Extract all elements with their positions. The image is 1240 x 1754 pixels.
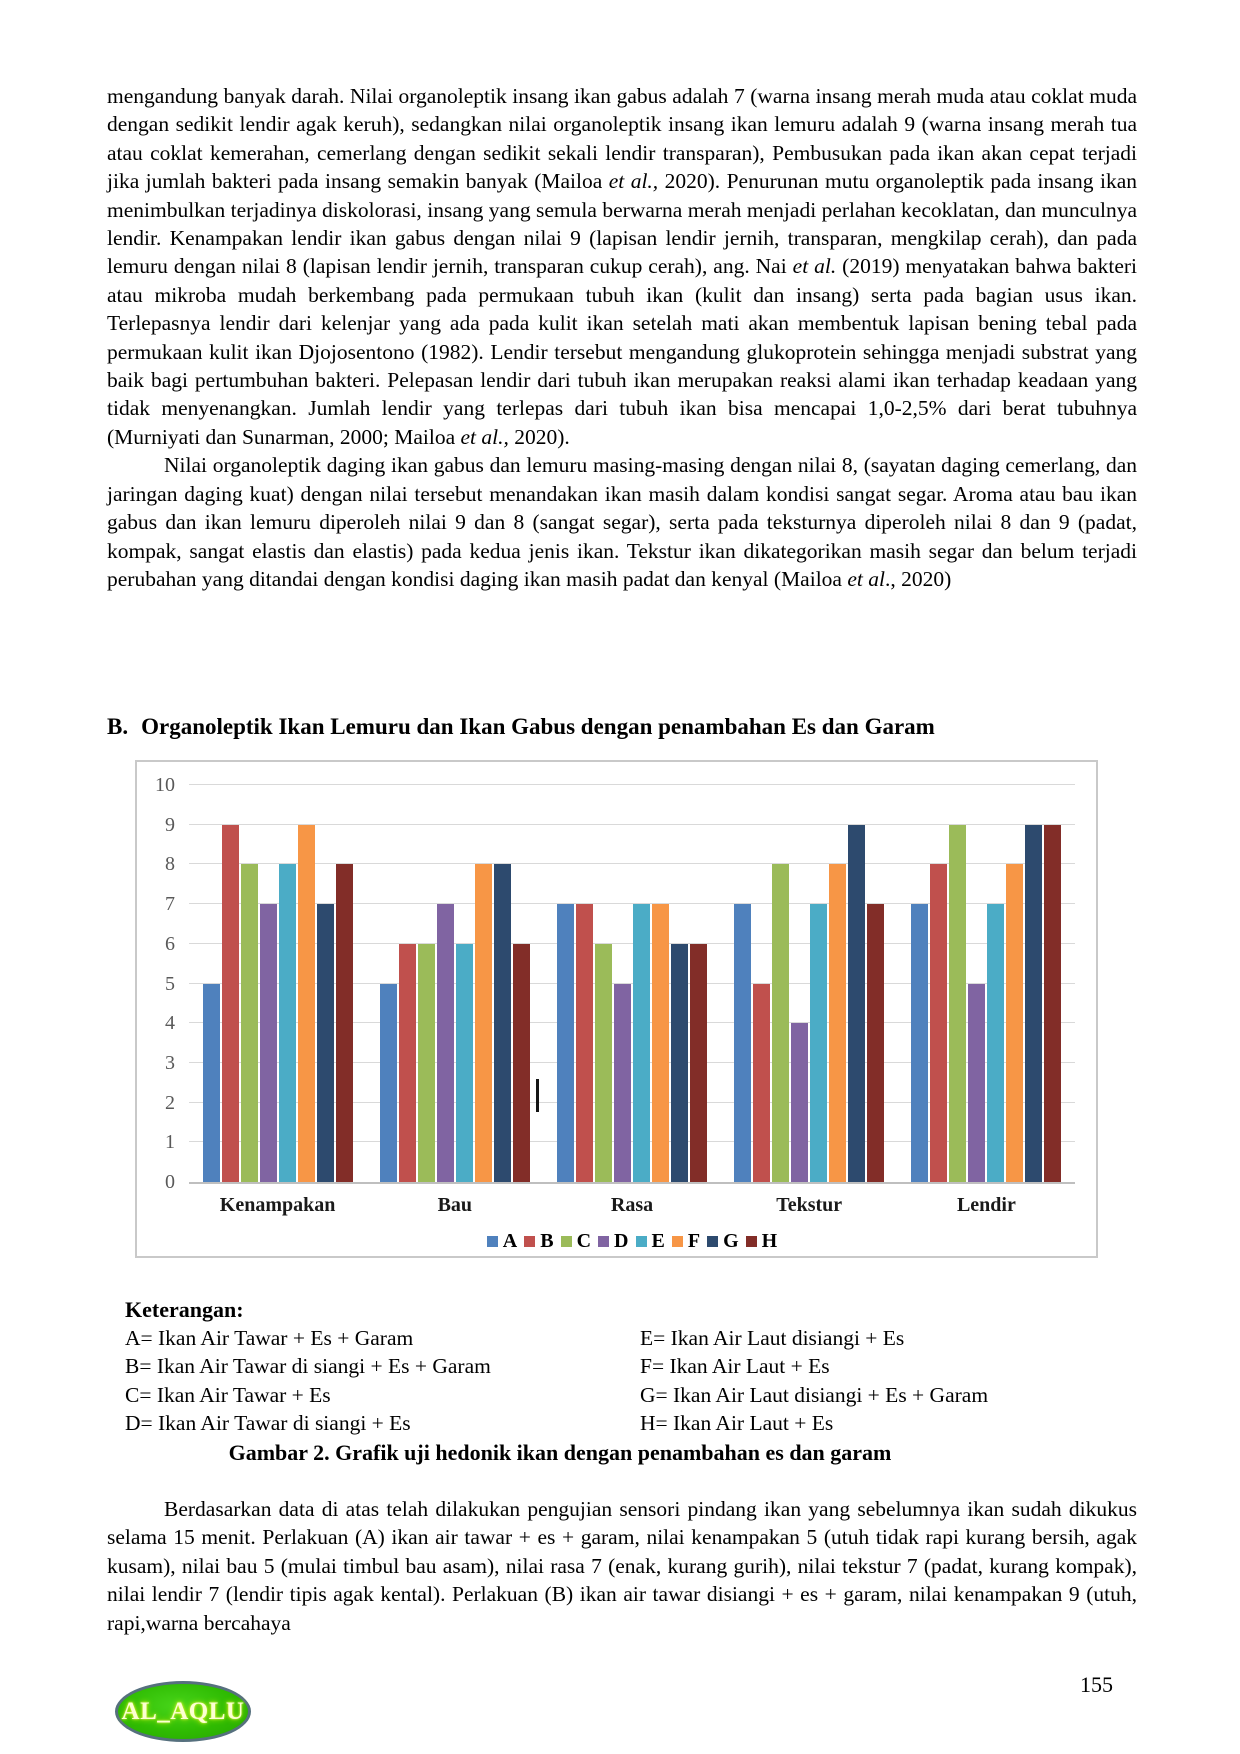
section-heading-prefix: B. bbox=[107, 714, 129, 739]
y-tick-label: 0 bbox=[165, 1171, 175, 1193]
legend-label: B bbox=[540, 1230, 554, 1252]
legend-marker-icon bbox=[672, 1236, 683, 1247]
bar-a-lendir bbox=[911, 904, 928, 1182]
legend-item-e bbox=[636, 1230, 665, 1253]
legend-marker-icon bbox=[524, 1236, 535, 1247]
legend-item-f bbox=[672, 1230, 700, 1253]
bar-a-kenampakan bbox=[203, 984, 220, 1183]
legend-item-h bbox=[746, 1230, 778, 1253]
bar-h-kenampakan bbox=[336, 864, 353, 1182]
bar-c-bau bbox=[418, 944, 435, 1182]
y-tick-label: 3 bbox=[165, 1051, 175, 1074]
note-item-h: H= Ikan Air Laut + Es bbox=[640, 1411, 834, 1436]
x-category-label: Lendir bbox=[956, 1194, 1016, 1216]
bar-h-bau bbox=[513, 944, 530, 1182]
bar-b-bau bbox=[399, 944, 416, 1182]
legend-label: C bbox=[576, 1230, 592, 1252]
bar-g-bau bbox=[494, 864, 511, 1182]
section-heading bbox=[107, 714, 935, 740]
bar-chart bbox=[135, 760, 1098, 1258]
y-tick-label: 6 bbox=[165, 932, 175, 955]
legend-item-a bbox=[487, 1230, 517, 1253]
bar-f-tekstur bbox=[829, 864, 846, 1182]
legend-label: F bbox=[687, 1230, 701, 1252]
y-tick-label: 10 bbox=[155, 774, 175, 796]
bar-e-kenampakan bbox=[279, 864, 296, 1182]
note-item-c: C= Ikan Air Tawar + Es bbox=[125, 1382, 331, 1407]
bar-d-bau bbox=[437, 904, 454, 1182]
note-item-e: E= Ikan Air Laut disiangi + Es bbox=[640, 1326, 905, 1350]
legend-notes-grid bbox=[125, 1324, 1135, 1438]
bar-group-bau bbox=[366, 864, 543, 1182]
bar-a-rasa bbox=[557, 904, 574, 1182]
journal-logo-text: AL_AQLU bbox=[121, 1697, 245, 1725]
legend-label: H bbox=[761, 1230, 778, 1252]
bar-group-rasa bbox=[543, 904, 720, 1182]
note-item-a: A= Ikan Air Tawar + Es + Garam bbox=[125, 1326, 414, 1350]
paragraph-3: Berdasarkan data di atas telah dilakukan pengujian sensori pindang ikan yang sebelumnya ikan sudah dikukus selama 15 menit. Perlakuan (A) ikan air tawar + es + garam, nilai kenampakan 5 (utuh tidak rapi kurang bersih, agak kusam), nilai bau 5 (mulai timbul bau asam), nilai rasa 7 (enak, kurang gurih), nilai tekstur 7 (padat, kurang kompak), nilai lendir 7 (lendir tipis agak kental). Perlakuan (B) ikan air tawar disiangi + es + garam, nilai kenampakan 9 (utuh, rapi,warna bercahaya bbox=[107, 1497, 1137, 1635]
bar-b-tekstur bbox=[753, 984, 770, 1183]
bar-d-rasa bbox=[614, 984, 631, 1183]
bar-groups bbox=[189, 785, 1075, 1182]
bar-group-lendir bbox=[898, 825, 1075, 1182]
bar-c-kenampakan bbox=[241, 864, 258, 1182]
section-heading-text: Organoleptik Ikan Lemuru dan Ikan Gabus dengan penambahan Es dan Garam bbox=[141, 714, 935, 739]
paragraph-2: Nilai organoleptik daging ikan gabus dan lemuru masing-masing dengan nilai 8, (sayatan daging cemerlang, dan jaringan daging kuat) dengan nilai tersebut menandakan ikan masih dalam kondisi sangat segar. Aroma atau bau ikan gabus dan ikan lemuru diperoleh nilai 9 dan 8 (sangat segar), serta pada teksturnya diperoleh nilai 8 dan 9 (padat, kompak, sangat elastis dan elastis) pada kedua jenis ikan. Tekstur ikan dikategorikan masih segar dan belum terjadi perubahan yang ditandai dengan kondisi daging ikan masih padat dan kenyal (Mailoa et al., 2020) bbox=[107, 453, 1137, 591]
bar-b-rasa bbox=[576, 904, 593, 1182]
bar-c-lendir bbox=[949, 825, 966, 1182]
journal-logo bbox=[115, 1681, 251, 1742]
bar-group-tekstur bbox=[721, 825, 898, 1182]
bar-h-rasa bbox=[690, 944, 707, 1182]
legend-item-d bbox=[598, 1230, 628, 1253]
legend-label: G bbox=[723, 1230, 739, 1252]
legend-marker-icon bbox=[598, 1236, 609, 1247]
x-category-label: Tekstur bbox=[776, 1194, 843, 1216]
bar-group-kenampakan bbox=[189, 825, 366, 1182]
bar-g-tekstur bbox=[848, 825, 865, 1182]
note-item-d: D= Ikan Air Tawar di siangi + Es bbox=[125, 1411, 411, 1436]
bar-e-bau bbox=[456, 944, 473, 1182]
plot-area bbox=[189, 785, 1075, 1184]
legend-label: E bbox=[651, 1230, 665, 1252]
legend-marker-icon bbox=[561, 1236, 572, 1247]
note-item-f: F= Ikan Air Laut + Es bbox=[640, 1354, 830, 1379]
y-axis-labels bbox=[137, 774, 183, 1193]
figure-caption: Gambar 2. Grafik uji hedonik ikan dengan penambahan es dan garam bbox=[228, 1440, 892, 1465]
legend-notes-title: Keterangan: bbox=[125, 1297, 244, 1322]
x-category-label: Kenampakan bbox=[219, 1194, 336, 1216]
bar-b-kenampakan bbox=[222, 825, 239, 1182]
bar-e-lendir bbox=[987, 904, 1004, 1182]
legend-item-b bbox=[524, 1230, 553, 1253]
bar-d-kenampakan bbox=[260, 904, 277, 1182]
chart-legend bbox=[189, 1230, 1075, 1253]
bar-h-tekstur bbox=[867, 904, 884, 1182]
legend-marker-icon bbox=[636, 1236, 647, 1247]
legend-marker-icon bbox=[487, 1236, 498, 1247]
legend-marker-icon bbox=[746, 1236, 757, 1247]
x-category-label: Bau bbox=[437, 1194, 473, 1216]
stray-mark bbox=[536, 1079, 539, 1112]
note-item-b: B= Ikan Air Tawar di siangi + Es + Garam bbox=[125, 1354, 491, 1379]
bar-b-lendir bbox=[930, 864, 947, 1182]
bar-c-tekstur bbox=[772, 864, 789, 1182]
y-tick-label: 7 bbox=[165, 893, 175, 916]
bar-f-kenampakan bbox=[298, 825, 315, 1182]
y-tick-label: 5 bbox=[165, 972, 175, 995]
legend-label: D bbox=[614, 1230, 629, 1252]
page-number: 155 bbox=[1080, 1672, 1113, 1697]
y-tick-label: 4 bbox=[165, 1012, 175, 1035]
y-tick-label: 1 bbox=[165, 1131, 175, 1154]
y-tick-label: 2 bbox=[165, 1091, 175, 1114]
bar-f-rasa bbox=[652, 904, 669, 1182]
legend-item-c bbox=[561, 1230, 591, 1253]
body-text-block bbox=[107, 82, 1137, 593]
y-tick-label: 9 bbox=[165, 813, 175, 836]
bar-f-lendir bbox=[1006, 864, 1023, 1182]
legend-notes bbox=[125, 1296, 1135, 1438]
bar-e-tekstur bbox=[810, 904, 827, 1182]
bar-h-lendir bbox=[1044, 825, 1061, 1182]
bar-d-lendir bbox=[968, 984, 985, 1183]
bar-c-rasa bbox=[595, 944, 612, 1182]
bar-d-tekstur bbox=[791, 1023, 808, 1182]
x-axis-labels bbox=[189, 1194, 1075, 1217]
x-category-label: Rasa bbox=[610, 1194, 654, 1216]
bar-g-lendir bbox=[1025, 825, 1042, 1182]
bar-g-rasa bbox=[671, 944, 688, 1182]
legend-marker-icon bbox=[707, 1236, 718, 1247]
legend-item-g bbox=[707, 1230, 739, 1253]
bar-f-bau bbox=[475, 864, 492, 1182]
legend-label: A bbox=[502, 1230, 518, 1252]
bar-a-bau bbox=[380, 984, 397, 1183]
bar-a-tekstur bbox=[734, 904, 751, 1182]
note-item-g: G= Ikan Air Laut disiangi + Es + Garam bbox=[640, 1382, 989, 1407]
bar-g-kenampakan bbox=[317, 904, 334, 1182]
bar-e-rasa bbox=[633, 904, 650, 1182]
paragraph-1: mengandung banyak darah. Nilai organoleptik insang ikan gabus adalah 7 (warna insang merah muda atau coklat muda dengan sedikit lendir agak keruh), sedangkan nilai organoleptik insang ikan lemuru adalah 9 (warna insang merah tua atau coklat kemerahan, cemerlang dengan sedikit sekali lendir transparan), Pembusukan pada ikan akan cepat terjadi jika jumlah bakteri pada insang semakin banyak (Mailoa et al., 2020). Penurunan mutu organoleptik pada insang ikan menimbulkan terjadinya diskolorasi, insang yang semula berwarna merah menjadi perlahan kecoklatan, dan munculnya lendir. Kenampakan lendir ikan gabus dengan nilai 9 (lapisan lendir jernih, transparan, mengkilap cerah), dan pada lemuru dengan nilai 8 (lapisan lendir jernih, transparan cukup cerah), ang. Nai et al. (2019) menyatakan bahwa bakteri atau mikroba mudah berkembang pada permukaan tubuh ikan (kulit dan insang) serta pada bagian usus ikan. Terlepasnya lendir dari kelenjar yang ada pada kulit ikan setelah mati akan membentuk lapisan bening tebal pada permukaan kulit ikan Djojosentono (1982). Lendir tersebut mengandung glukoprotein sehingga menjadi substrat yang baik bagi pertumbuhan bakteri. Pelepasan lendir dari tubuh ikan merupakan reaksi alami ikan terhadap keadaan yang tidak menyenangkan. Jumlah lendir yang terlepas dari tubuh ikan bisa mencapai 1,0-2,5% dari berat tubuhnya (Murniyati dan Sunarman, 2000; Mailoa et al., 2020). bbox=[107, 84, 1137, 449]
y-tick-label: 8 bbox=[165, 853, 175, 876]
